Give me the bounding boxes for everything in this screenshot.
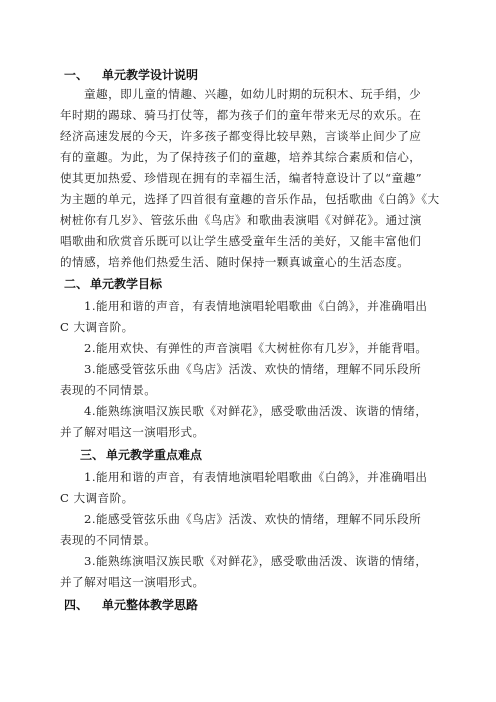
section-heading-3 <box>80 446 202 463</box>
paragraph-line: 2.能感受管弦乐曲《鸟店》活泼、欢快的情绪，理解不同乐段所 <box>84 512 422 526</box>
section-heading-2 <box>64 275 162 292</box>
paragraph-line: 为主题的单元，选择了四首很有童趣的音乐作品，包括歌曲《白鸽》《大 <box>60 192 440 206</box>
section-title: 单元教学设计说明 <box>102 68 199 82</box>
paragraph-line: 年时期的踢球、骑马打仗等，都为孩子们的童年带来无尽的欢乐。在 <box>60 108 422 122</box>
paragraph-line: 4.能熟练演唱汉族民歌《对鲜花》，感受歌曲活泼、诙谐的情绪， <box>84 404 428 418</box>
paragraph-line: 3.能感受管弦乐曲《鸟店》活泼、欢快的情绪，理解不同乐段所 <box>84 362 422 376</box>
section-number: 二、 <box>64 277 89 291</box>
paragraph-line: 有的童趣。为此，为了保持孩子们的童趣，培养其综合素质和信心， <box>60 150 422 164</box>
paragraph-line: 表现的不同情景。 <box>60 383 157 397</box>
paragraph-line: 唱歌曲和欣赏音乐既可以让学生感受童年生活的美好，又能丰富他们 <box>60 234 422 248</box>
paragraph-line: C 大调音阶。 <box>60 491 134 505</box>
paragraph-line: C 大调音阶。 <box>60 320 134 334</box>
section-number: 三、 <box>80 448 105 462</box>
paragraph-line: 并了解对唱这一演唱形式。 <box>60 575 205 589</box>
paragraph-line: 表现的不同情景。 <box>60 533 157 547</box>
paragraph-line: 3.能熟练演唱汉族民歌《对鲜花》，感受歌曲活泼、诙谐的情绪， <box>84 554 428 568</box>
section-number: 一、 <box>64 68 89 82</box>
section-heading-4 <box>64 596 198 613</box>
paragraph-line: 并了解对唱这一演唱形式。 <box>60 425 205 439</box>
paragraph-line: 使其更加热爱、珍惜现在拥有的幸福生活，编者特意设计了以“童趣” <box>60 171 423 185</box>
paragraph-line: 童趣，即儿童的情趣、兴趣，如幼儿时期的玩积木、玩手绢，少 <box>84 87 422 101</box>
paragraph-line: 经济高速发展的今天，许多孩子都变得比较早熟，言谈举止间少了应 <box>60 129 422 143</box>
section-heading-1 <box>64 66 198 83</box>
paragraph-line: 1.能用和谐的声音，有表情地演唱轮唱歌曲《白鸽》，并准确唱出 <box>84 299 428 313</box>
section-title: 单元教学重点难点 <box>106 448 203 462</box>
section-title: 单元教学目标 <box>90 277 163 291</box>
section-number: 四、 <box>64 598 89 612</box>
paragraph-line: 1.能用和谐的声音，有表情地演唱轮唱歌曲《白鸽》，并准确唱出 <box>84 470 428 484</box>
section-title: 单元整体教学思路 <box>102 598 199 612</box>
paragraph-line: 树桩你有几岁》、管弦乐曲《鸟店》和歌曲表演唱《对鲜花》。通过演 <box>60 213 422 227</box>
paragraph-line: 的情感，培养他们热爱生活、随时保持一颗真诚童心的生活态度。 <box>60 255 410 269</box>
paragraph-line: 2.能用欢快、有弹性的声音演唱《大树桩你有几岁》，并能背唱。 <box>84 341 428 355</box>
